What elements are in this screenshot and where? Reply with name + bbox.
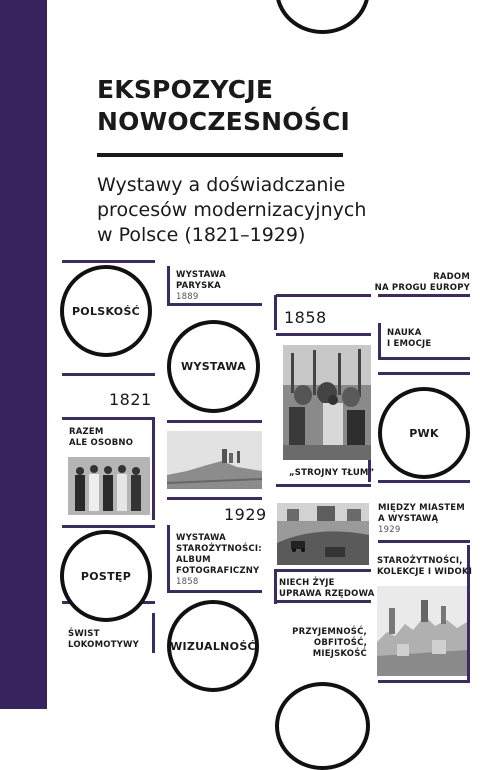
grid-bar: [152, 420, 155, 520]
label-swist: ŚWIST LOKOMOTYWY: [68, 629, 139, 650]
grid-bar: [62, 260, 155, 263]
circle-postep-label: POSTĘP: [80, 569, 132, 583]
year-1858: 1858: [284, 308, 327, 327]
title-rule: [97, 153, 343, 157]
label-starozytnosci-kolekcje: STAROŻYTNOŚCI, KOLEKCJE I WIDOKI: [377, 556, 473, 577]
circle-pwk: [378, 387, 470, 479]
photo-old-town: [377, 586, 467, 676]
grid-bar: [62, 417, 155, 420]
circle-postep: [60, 530, 152, 622]
grid-bar: [378, 372, 470, 375]
bottom-circle: [275, 682, 370, 770]
book-spine: [0, 0, 47, 709]
grid-bar: [167, 303, 262, 306]
label-niech-zyje: NIECH ŻYJE UPRAWA RZĘDOWA: [279, 578, 375, 599]
grid-bar: [152, 613, 155, 653]
grid-bar: [62, 525, 155, 528]
circle-wizualnosc-label: WIZUALNOŚĆ: [170, 639, 256, 653]
top-circle: [275, 0, 370, 34]
label-strojny-tlum: „STROJNY TŁUM”: [289, 468, 375, 478]
grid-bar: [276, 484, 371, 487]
circle-wystawa-label: WYSTAWA: [181, 360, 246, 373]
circle-wystawa: [167, 320, 260, 413]
title-line-2: NOWOCZESNOŚCI: [97, 107, 350, 136]
circle-polskosc: [60, 265, 152, 357]
label-przyjemnosc: PRZYJEMNOŚĆ, OBFITOŚĆ, MIEJSKOŚĆ: [292, 627, 367, 659]
grid-bar: [378, 540, 470, 543]
photo-crowd-1858: [283, 345, 371, 460]
grid-bar: [378, 323, 381, 358]
label-razem: RAZEM ALE OSOBNO: [69, 427, 134, 448]
label-miedzy: MIĘDZY MIASTEM A WYSTAWĄ 1929: [378, 503, 465, 535]
grid-bar: [378, 294, 470, 297]
label-radom: RADOM NA PROGU EUROPY: [374, 272, 470, 293]
book-title: [97, 74, 350, 138]
grid-bar: [276, 569, 371, 572]
grid-bar: [276, 294, 371, 297]
grid-bar: [167, 497, 262, 500]
grid-bar: [378, 480, 470, 483]
year-1929: 1929: [224, 505, 267, 524]
grid-bar: [274, 569, 277, 604]
grid-bar: [167, 525, 170, 593]
book-subtitle: [97, 173, 366, 248]
grid-bar: [167, 266, 170, 306]
photo-city-1929: [277, 503, 369, 565]
year-1821: 1821: [109, 390, 152, 409]
label-wystawa-paryska: WYSTAWA PARYSKA 1889: [176, 270, 226, 302]
circle-pwk-label: PWK: [409, 426, 439, 440]
grid-bar: [276, 333, 371, 336]
circle-wizualnosc: [167, 600, 259, 692]
grid-bar: [274, 295, 277, 330]
subtitle-line-2: procesów modernizacyjnych: [97, 199, 367, 221]
grid-bar: [378, 680, 470, 683]
grid-bar: [276, 600, 371, 603]
grid-bar: [62, 373, 155, 376]
label-nauka: NAUKA I EMOCJE: [387, 328, 432, 349]
label-starozytnosci-album: WYSTAWA STAROŻYTNOŚCI: ALBUM FOTOGRAFICZNY 1858: [176, 533, 262, 587]
photo-castle-landscape: [167, 431, 262, 489]
subtitle-line-1: Wystawy a doświadczanie: [97, 174, 346, 196]
grid-bar: [378, 357, 470, 360]
subtitle-line-3: w Polsce (1821–1929): [97, 224, 306, 246]
title-line-1: EKSPOZYCJE: [97, 75, 274, 104]
grid-bar: [167, 420, 262, 423]
photo-group-razem: [68, 457, 150, 515]
circle-polskosc-label: POLSKOŚĆ: [71, 304, 141, 318]
grid-bar: [167, 590, 262, 593]
